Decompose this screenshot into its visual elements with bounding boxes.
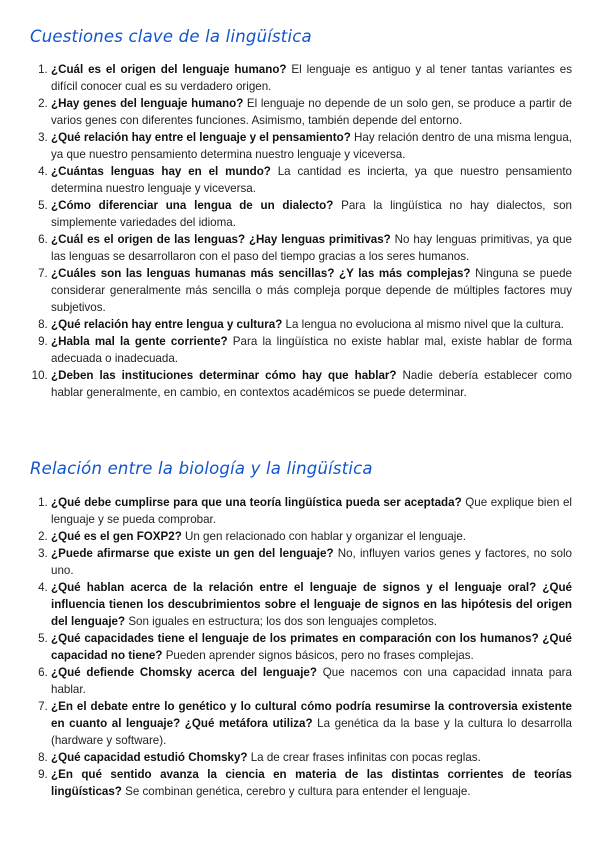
list-item: 2. ¿Hay genes del lenguaje humano? El lenguaje no depende de un solo gen, se produce a partir de varios genes con diferentes funciones. Asimismo, también depende del entorno. bbox=[51, 95, 572, 129]
list-item: 3. ¿Puede afirmarse que existe un gen del lenguaje? No, influyen varios genes y factores, no solo uno. bbox=[51, 545, 572, 579]
list-item: 6. ¿Qué defiende Chomsky acerca del lenguaje? Que nacemos con una capacidad innata para hablar. bbox=[51, 664, 572, 698]
list-item: 4. ¿Cuántas lenguas hay en el mundo? La cantidad es incierta, ya que nuestro pensamiento determina nuestro lenguaje y viceversa. bbox=[51, 163, 572, 197]
questions-list-1 bbox=[0, 61, 572, 401]
list-item: 9. ¿En qué sentido avanza la ciencia en materia de las distintas corrientes de teorías lingüísticas? Se combinan genética, cerebro y cultura para entender el lenguaje. bbox=[51, 766, 572, 800]
list-item: 1. ¿Cuál es el origen del lenguaje humano? El lenguaje es antiguo y al tener tantas variantes es difícil conocer cual es su verdadero origen. bbox=[51, 61, 572, 95]
questions-list-2 bbox=[0, 494, 572, 800]
list-item: 10. ¿Deben las instituciones determinar cómo hay que hablar? Nadie debería establecer como hablar generalmente, en cambio, en contextos académicos se puede determinar. bbox=[51, 367, 572, 401]
section-title-cuestiones: Cuestiones clave de la lingüística bbox=[30, 27, 312, 46]
list-item: 3. ¿Qué relación hay entre el lenguaje y el pensamiento? Hay relación dentro de una misma lengua, ya que nuestro pensamiento determina nuestro lenguaje y viceversa. bbox=[51, 129, 572, 163]
list-item: 8. ¿Qué capacidad estudió Chomsky? La de crear frases infinitas con pocas reglas. bbox=[51, 749, 572, 766]
list-item: 5. ¿Cómo diferenciar una lengua de un dialecto? Para la lingüística no hay dialectos, son simplemente variedades del idioma. bbox=[51, 197, 572, 231]
section-title-biologia: Relación entre la biología y la lingüística bbox=[30, 459, 373, 478]
list-item: 7. ¿En el debate entre lo genético y lo cultural cómo podría resumirse la controversia existente en cuanto al lenguaje? ¿Qué metáfora utiliza? La genética da la base y la cultura lo desarrolla (hardware y software). bbox=[51, 698, 572, 749]
list-item: 8. ¿Qué relación hay entre lengua y cultura? La lengua no evoluciona al mismo nivel que la cultura. bbox=[51, 316, 572, 333]
list-item: 6. ¿Cuál es el origen de las lenguas? ¿Hay lenguas primitivas? No hay lenguas primitivas, ya que las lenguas se desarrollaron con el paso del tiempo gracias a los seres humanos. bbox=[51, 231, 572, 265]
list-item: 5. ¿Qué capacidades tiene el lenguaje de los primates en comparación con los humanos? ¿Qué capacidad no tiene? Pueden aprender signos básicos, pero no frases complejas. bbox=[51, 630, 572, 664]
list-item: 9. ¿Habla mal la gente corriente? Para la lingüística no existe hablar mal, existe hablar de forma adecuada o inadecuada. bbox=[51, 333, 572, 367]
list-item: 2. ¿Qué es el gen FOXP2? Un gen relacionado con hablar y organizar el lenguaje. bbox=[51, 528, 572, 545]
list-item: 4. ¿Qué hablan acerca de la relación entre el lenguaje de signos y el lenguaje oral? ¿Qué influencia tienen los descubrimientos sobre el lenguaje de signos en las hipótesis del origen del lenguaje? Son iguales en estructura; los dos son lenguajes completos. bbox=[51, 579, 572, 630]
list-item: 1. ¿Qué debe cumplirse para que una teoría lingüística pueda ser aceptada? Que explique bien el lenguaje y se pueda comprobar. bbox=[51, 494, 572, 528]
list-item: 7. ¿Cuáles son las lenguas humanas más sencillas? ¿Y las más complejas? Ninguna se puede considerar generalmente más sencilla o más compleja porque depende de múltiples factores muy subjetivos. bbox=[51, 265, 572, 316]
